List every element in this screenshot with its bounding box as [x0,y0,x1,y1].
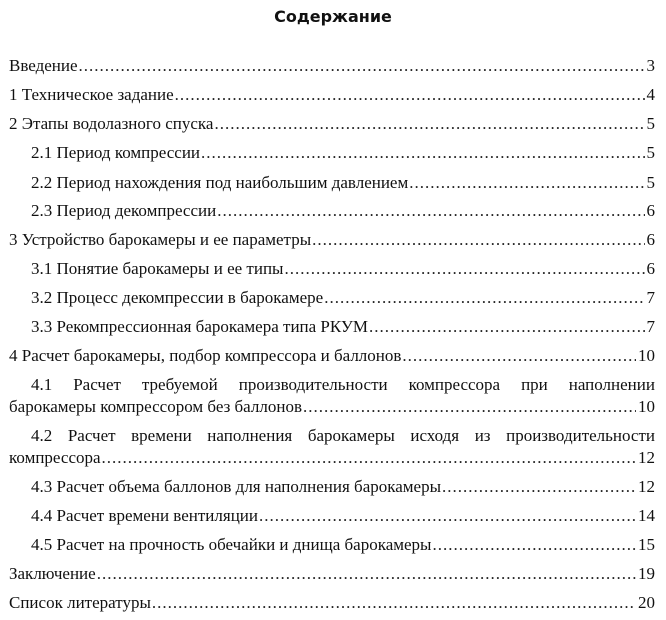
toc-entry-label: Введение [9,56,78,75]
toc-entry-label: Список литературы [9,593,151,612]
dot-leader [312,229,644,251]
toc-entry-section-4-1-line-1[interactable] [31,374,655,396]
dot-leader [284,258,644,280]
word: наполнения [207,426,293,445]
toc-entry-conclusion[interactable] [9,563,655,585]
toc-entry-section-2-2[interactable] [31,172,655,194]
toc-entry-introduction[interactable] [9,55,655,77]
toc-entry-label: 4.3 Расчет объема баллонов для наполнения барокамеры [31,477,442,496]
word: производительности [506,426,655,445]
toc-page-number: 7 [646,317,655,336]
justified-line [31,425,655,447]
toc-entry-label: 4.5 Расчет на прочность обечайки и днища барокамеры [31,535,432,554]
word: производительности [238,375,388,394]
dot-leader [369,316,644,338]
toc-entry-section-2-1[interactable] [31,142,655,164]
word: времени [131,426,192,445]
toc-entry-section-4-2-line-2[interactable] [9,447,655,469]
toc-entry-section-1[interactable] [9,84,655,106]
toc-page-number: 4 [646,85,655,104]
toc-page-number: 19 [638,564,655,583]
toc-page-number: 10 [638,346,655,365]
toc-page-number: 14 [638,506,655,525]
toc-entry-section-4-3[interactable] [31,476,655,498]
word: компрессора [408,375,501,394]
dot-leader [175,84,645,106]
toc-entry-label: 2.2 Период нахождения под наибольшим давлением [31,173,409,192]
toc-entry-section-4-2-line-1[interactable] [31,425,655,447]
toc-entry-label: 3.3 Рекомпрессионная барокамера типа РКУМ [31,317,369,336]
dot-leader [79,55,645,77]
toc-entry-label: 2 Этапы водолазного спуска [9,114,214,133]
word: 4.2 [31,426,53,445]
toc-entry-label: Заключение [9,564,96,583]
toc-entry-section-2-3[interactable] [31,200,655,222]
toc-entry-label: 1 Техническое задание [9,85,174,104]
dot-leader [201,142,644,164]
toc-page-number: 5 [646,143,655,162]
toc-page-number: 6 [646,259,655,278]
toc-entry-label: 3 Устройство барокамеры и ее параметры [9,230,312,249]
word: требуемой [141,375,218,394]
word: наполнении [568,375,655,394]
toc-page-number: 5 [646,114,655,133]
toc-entry-references[interactable] [9,592,655,614]
toc-page-number: 15 [638,535,655,554]
word: Расчет [73,375,121,394]
toc-entry-label: 2.1 Период компрессии [31,143,201,162]
toc-entry-section-3-3[interactable] [31,316,655,338]
dot-leader [432,534,636,556]
toc-page-number: 20 [638,593,655,612]
toc-heading: Содержание [274,7,392,26]
toc-page-number: 7 [646,288,655,307]
dot-leader [442,476,636,498]
toc-page-number: 12 [638,448,655,467]
dot-leader [217,200,644,222]
toc-page-number: 3 [646,56,655,75]
toc-entry-label: 3.2 Процесс декомпрессии в барокамере [31,288,324,307]
word: из [474,426,491,445]
dot-leader [402,345,636,367]
word: 4.1 [31,375,53,394]
word: барокамеры [307,426,395,445]
toc-entry-label: 2.3 Период декомпрессии [31,201,217,220]
word: при [521,375,548,394]
toc-entry-label: барокамеры компрессором без баллонов [9,397,302,416]
toc-entry-label: 4 Расчет барокамеры, подбор компрессора и баллонов [9,346,402,365]
word: Расчет [67,426,116,445]
toc-entry-section-4-1-line-2[interactable] [9,396,655,418]
dot-leader [303,396,636,418]
toc-page-number: 5 [646,173,655,192]
toc-entry-section-3-2[interactable] [31,287,655,309]
word: исходя [410,426,460,445]
dot-leader [97,563,636,585]
dot-leader [324,287,644,309]
dot-leader [409,172,644,194]
dot-leader [102,447,636,469]
toc-entry-label: компрессора [9,448,101,467]
toc-entry-section-3[interactable] [9,229,655,251]
toc-entry-label: 3.1 Понятие барокамеры и ее типы [31,259,284,278]
toc-entry-section-4-5[interactable] [31,534,655,556]
toc-page-number: 6 [646,230,655,249]
justified-line [31,374,655,396]
dot-leader [152,592,636,614]
dot-leader [259,505,636,527]
toc-entry-label: 4.4 Расчет времени вентиляции [31,506,258,525]
toc-page-number: 10 [638,397,655,416]
toc-entry-section-3-1[interactable] [31,258,655,280]
dot-leader [214,113,644,135]
toc-page-number: 12 [638,477,655,496]
toc-entry-section-2[interactable] [9,113,655,135]
toc-page-number: 6 [646,201,655,220]
toc-entry-section-4[interactable] [9,345,655,367]
toc-entry-section-4-4[interactable] [31,505,655,527]
